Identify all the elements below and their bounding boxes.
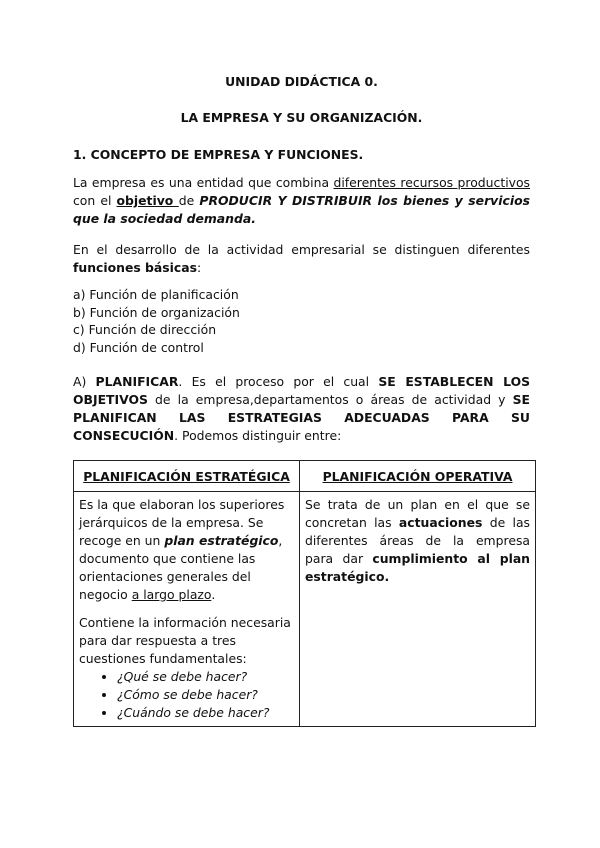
table-cell-paragraph: Contiene la información necesaria para dar respuesta a tres cuestiones fundamentales: [79,615,291,666]
section-heading: 1. CONCEPTO DE EMPRESA Y FUNCIONES. [73,147,364,162]
bold-text: cumplimiento al plan estratégico. [305,551,530,584]
underlined-text: a largo plazo [131,587,212,602]
list-item: • ¿Qué se debe hacer? [117,668,294,686]
table-row [74,492,536,727]
table-cell-strategic [74,492,300,727]
planning-table [73,460,536,727]
table-cell-operational [300,492,536,727]
bold-italic-text: PRODUCIR Y DISTRIBUIR los bienes y servicios que la sociedad demanda. [73,193,530,226]
text-run: A) [73,374,96,389]
subject-title: LA EMPRESA Y SU ORGANIZACIÓN. [180,110,423,125]
bold-italic-text: plan estratégico [164,533,279,548]
bold-underlined-text: objetivo [116,193,179,208]
list-item: a) Función de planificación [73,287,239,302]
functions-list [73,286,240,356]
text-run: . Es el proceso por el cual [178,374,379,389]
list-item: • ¿Cómo se debe hacer? [117,686,294,704]
table-header-row [74,461,536,492]
text-run: con el [73,193,117,208]
text-run: La empresa es una entidad que combina [73,175,334,190]
table-header-cell [74,461,300,492]
list-item: d) Función de control [73,339,204,355]
text-run: . Podemos distinguir entre: [174,428,342,443]
text-run: : [197,260,202,275]
paragraph-functions-intro [73,241,530,277]
paragraph-definition [73,174,530,228]
column-header-strategic: PLANIFICACIÓN ESTRATÉGICA [83,468,290,484]
questions-list [79,668,294,722]
list-item: c) Función de dirección [73,322,217,337]
bold-text: funciones básicas [73,260,197,275]
text-run: de [178,193,200,208]
underlined-text: diferentes recursos productivos [333,175,531,190]
text-run: Se trata de un plan en el que se concretan las [305,497,530,530]
unit-title: UNIDAD DIDÁCTICA 0. [225,74,378,89]
paragraph-planificar [73,373,530,445]
text-run: . [211,587,216,602]
bold-text: PLANIFICAR [95,374,179,389]
column-header-operational: PLANIFICACIÓN OPERATIVA [322,468,513,484]
text-run: En el desarrollo de la actividad empresarial se distinguen diferentes [73,242,530,257]
bold-text: SE ESTABLECEN LOS OBJETIVOS [73,374,531,407]
text-run: de las diferentes áreas de la empresa para dar [305,515,530,566]
table-header-cell [300,461,536,492]
list-item: b) Función de organización [73,304,240,320]
text-run: de la empresa,departamentos o áreas de actividad y [147,392,513,407]
text-run: Es la que elaboran los superiores jerárquicos de la empresa. Se recoge en un [79,497,285,548]
bold-text: actuaciones [398,515,483,530]
list-item: • ¿Cuándo se debe hacer? [117,704,294,722]
bold-text: SE PLANIFICAN LAS ESTRATEGIAS ADECUADAS PARA SU CONSECUCIÓN [73,392,530,443]
text-run: , documento que contiene las orientaciones generales del negocio [79,533,283,602]
